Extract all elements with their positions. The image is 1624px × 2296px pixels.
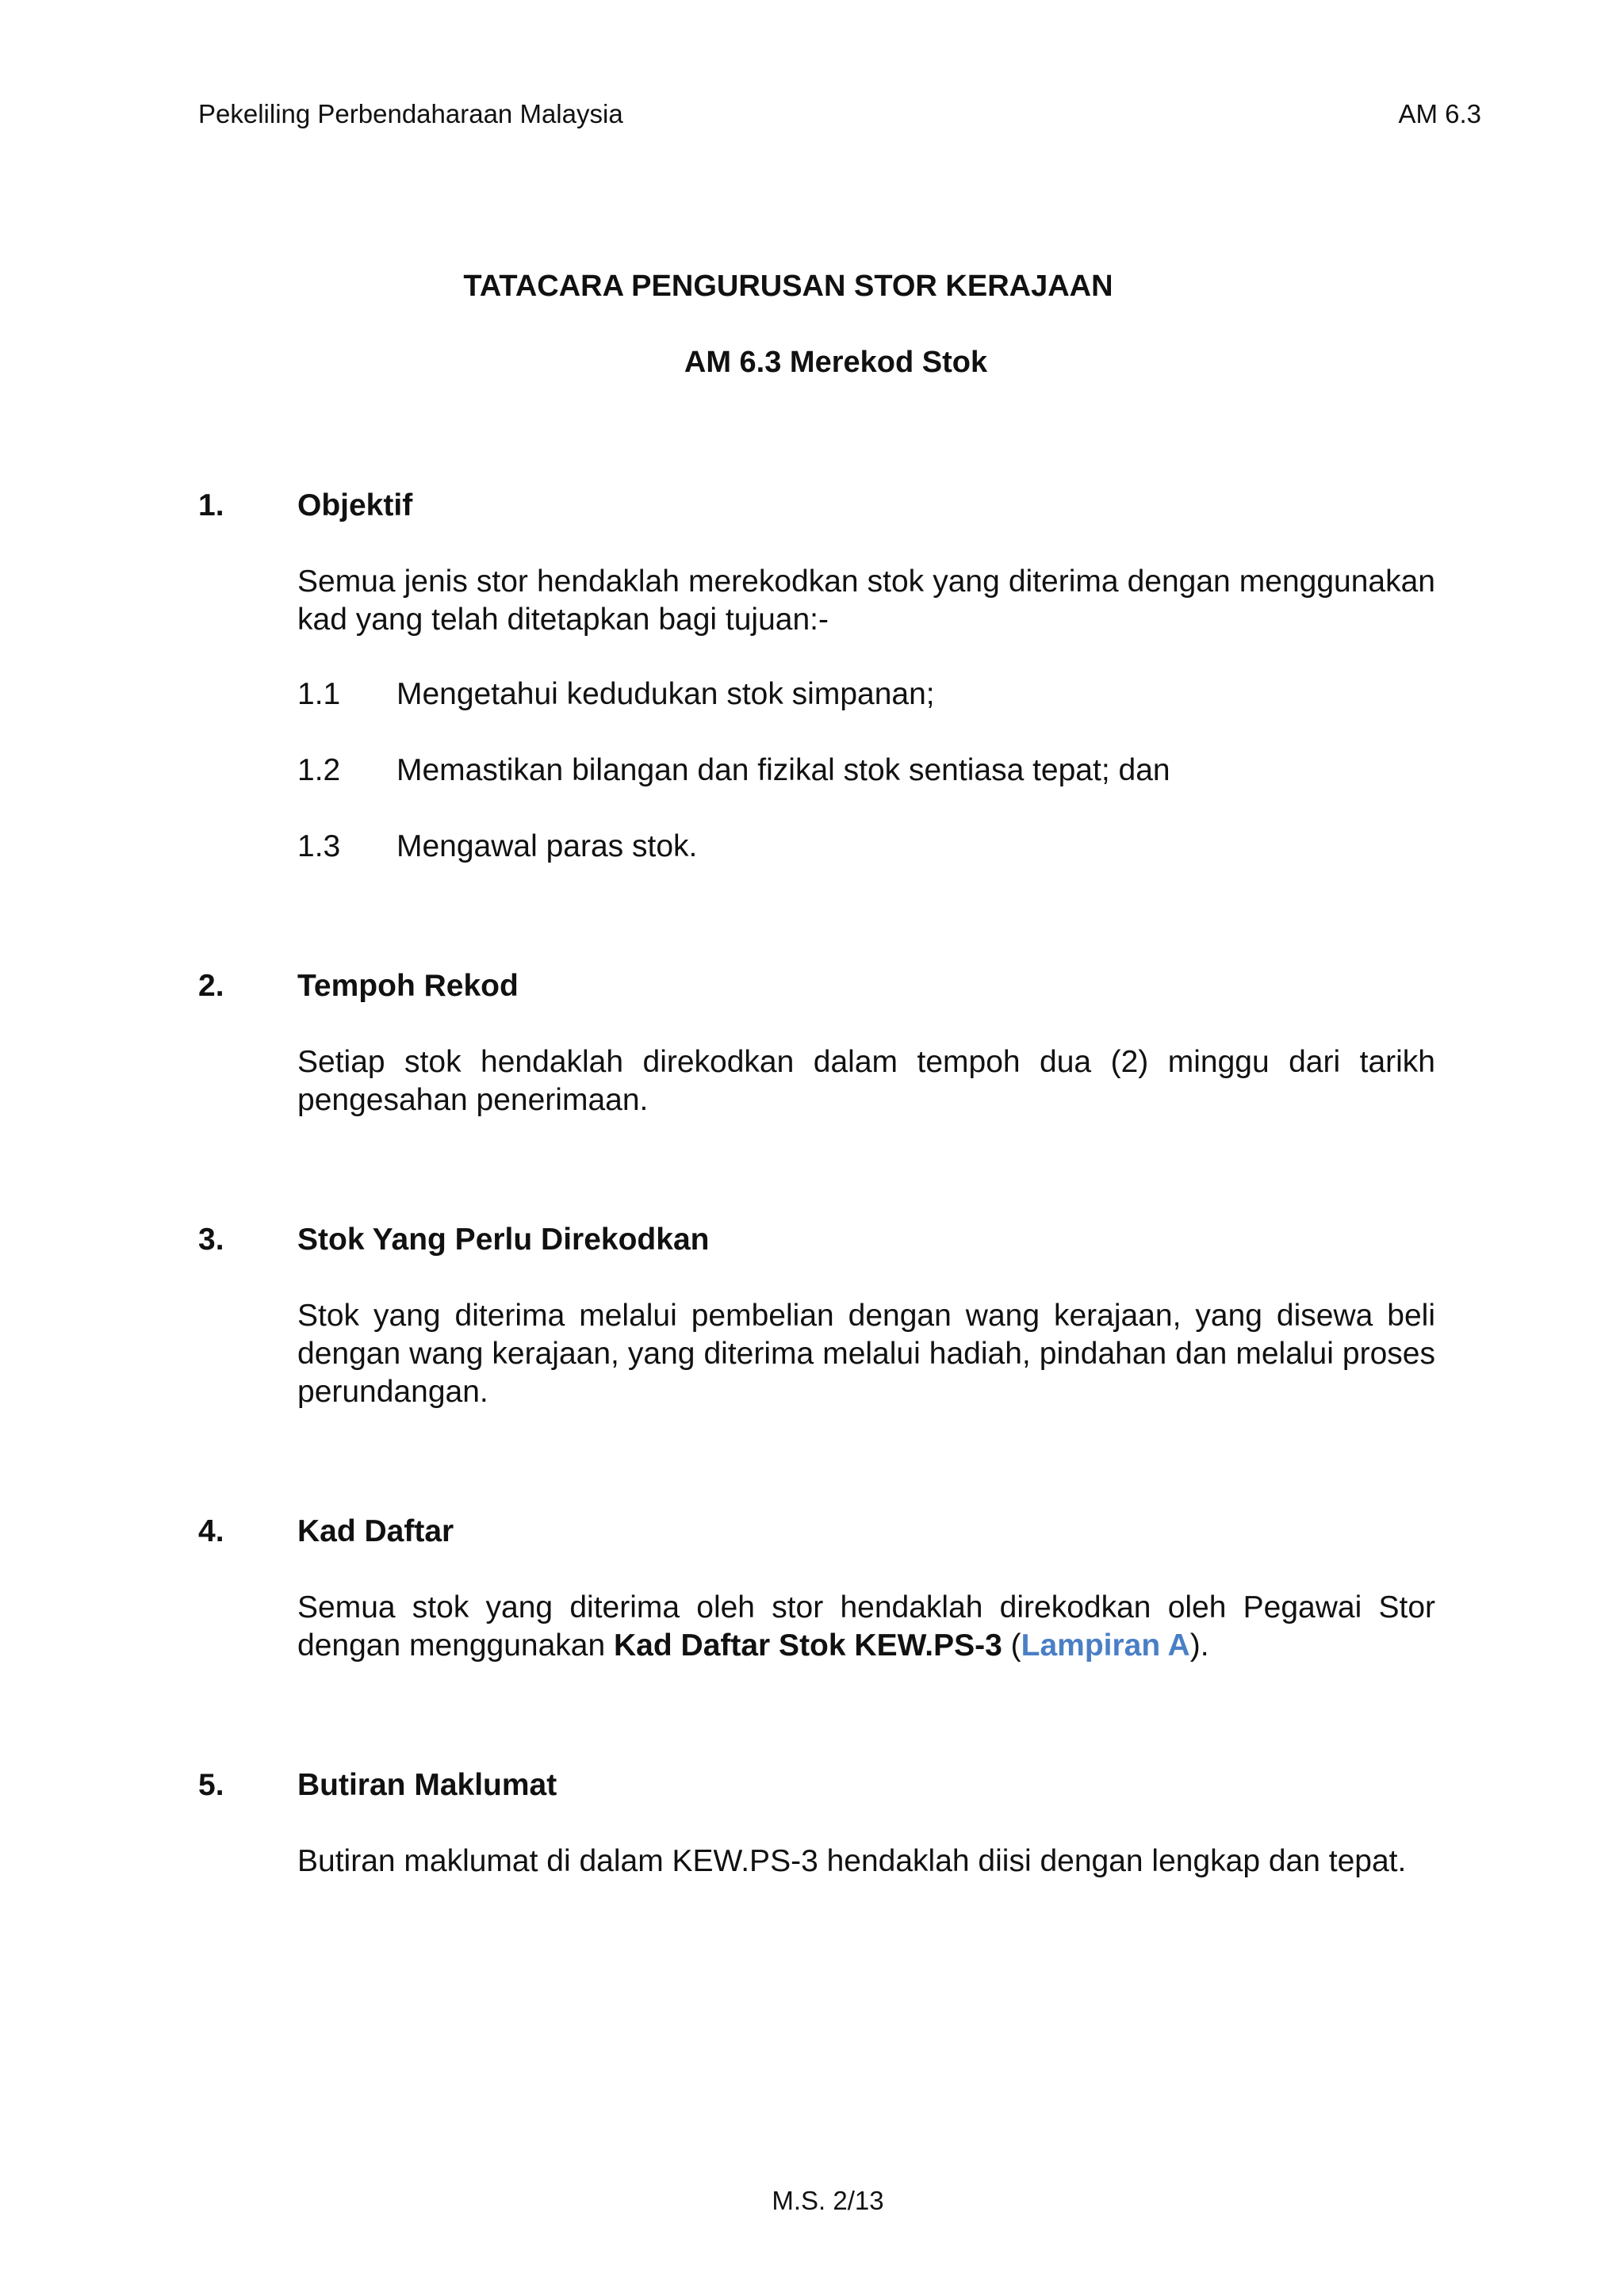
section-body [297, 1043, 1435, 1119]
list-item-number: 1.2 [297, 753, 341, 787]
section-body [297, 1297, 1435, 1411]
section-heading: Tempoh Rekod [297, 969, 519, 1003]
section-heading: Stok Yang Perlu Direkodkan [297, 1223, 710, 1257]
section-paragraph [297, 1589, 1435, 1665]
list-item-text: Memastikan bilangan dan fizikal stok sentiasa tepat; dan [396, 753, 1170, 787]
section-heading: Kad Daftar [297, 1514, 454, 1548]
section-paragraph: Setiap stok hendaklah direkodkan dalam tempoh dua (2) minggu dari tarikh pengesahan penerimaan. [297, 1045, 1435, 1117]
section-body [297, 1589, 1435, 1665]
list-item-number: 1.1 [297, 677, 341, 711]
document-title: TATACARA PENGURUSAN STOR KERAJAAN [463, 270, 1113, 303]
paragraph-text: ). [1189, 1628, 1209, 1663]
paragraph-text: Semua stok yang diterima oleh stor hendaklah direkodkan oleh Pegawai Stor dengan menggunakan [297, 1590, 1435, 1663]
section-number: 2. [198, 969, 224, 1003]
section-number: 3. [198, 1223, 224, 1257]
section-body [297, 563, 1435, 639]
section-paragraph: Semua jenis stor hendaklah merekodkan stok yang diterima dengan menggunakan kad yang telah ditetapkan bagi tujuan:- [297, 564, 1435, 637]
lampiran-a-link[interactable]: Lampiran A [1021, 1628, 1190, 1663]
section-paragraph: Butiran maklumat di dalam KEW.PS-3 hendaklah diisi dengan lengkap dan tepat. [297, 1844, 1407, 1878]
header-left: Pekeliling Perbendaharaan Malaysia [198, 99, 623, 128]
list-item-number: 1.3 [297, 829, 341, 863]
section-number: 1. [198, 488, 224, 522]
section-number: 5. [198, 1768, 224, 1802]
document-subtitle: AM 6.3 Merekod Stok [684, 346, 988, 379]
section-heading: Butiran Maklumat [297, 1768, 557, 1802]
paragraph-text: ( [1002, 1628, 1021, 1663]
list-item-text: Mengawal paras stok. [396, 829, 698, 863]
list-item-text: Mengetahui kedudukan stok simpanan; [396, 677, 935, 711]
page-number: M.S. 2/13 [772, 2186, 884, 2215]
section-heading: Objektif [297, 488, 413, 522]
form-reference: Kad Daftar Stok KEW.PS-3 [614, 1628, 1002, 1663]
section-number: 4. [198, 1514, 224, 1548]
section-body [297, 1843, 1435, 1881]
section-paragraph: Stok yang diterima melalui pembelian dengan wang kerajaan, yang disewa beli dengan wang kerajaan, yang diterima melalui hadiah, pindahan dan melalui proses perundangan. [297, 1299, 1435, 1409]
header-right: AM 6.3 [1398, 99, 1481, 128]
